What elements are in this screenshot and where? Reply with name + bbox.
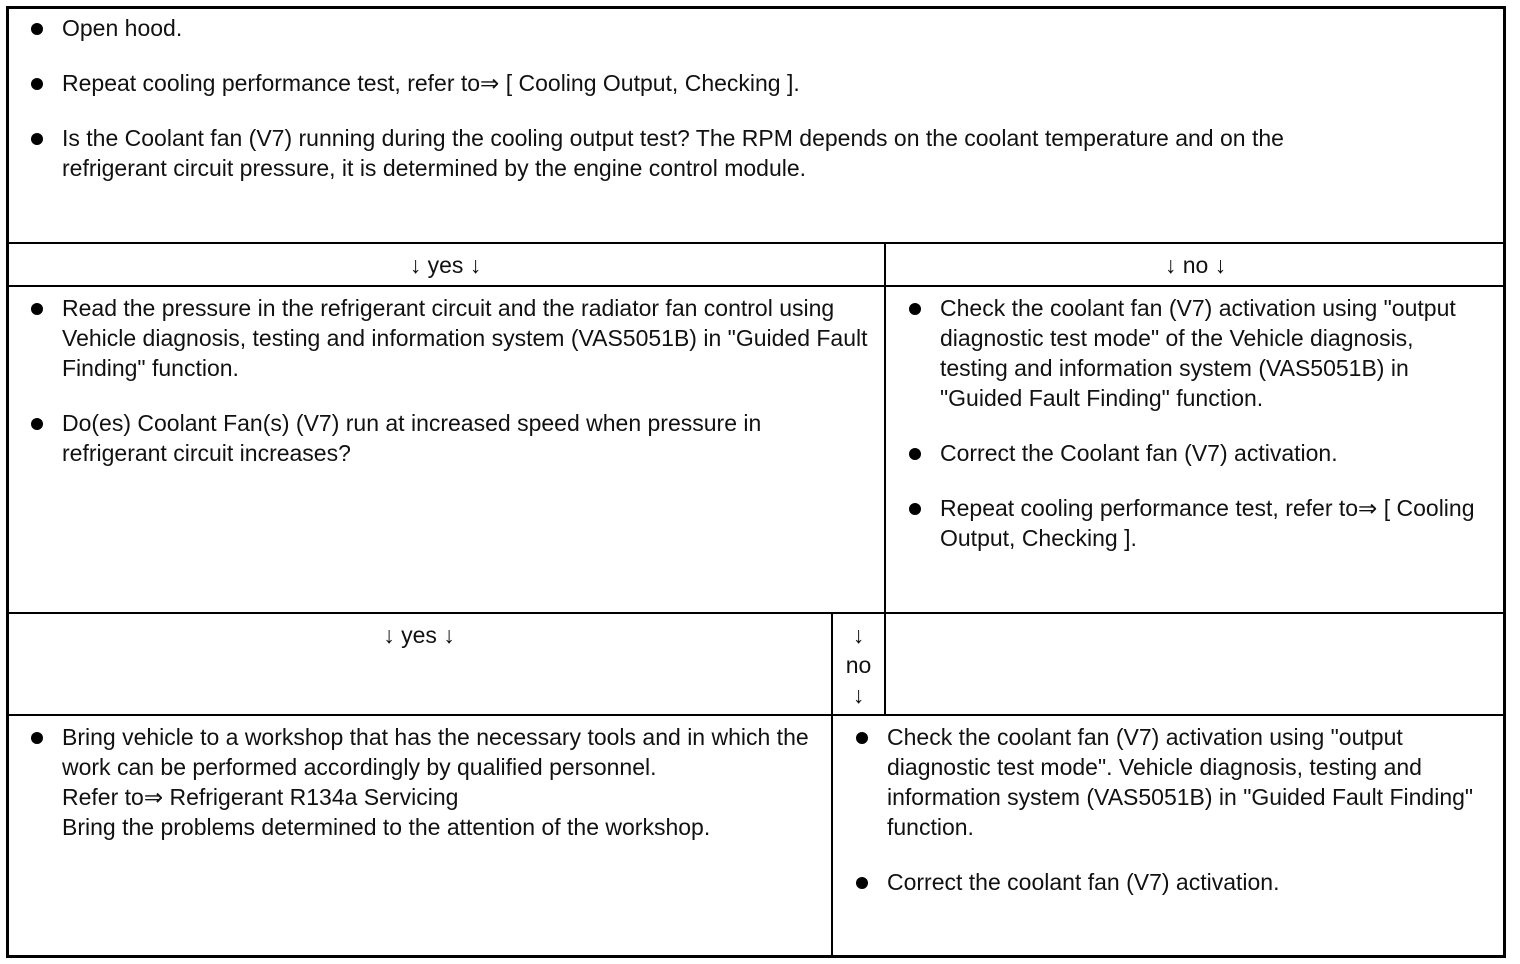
list-item: Repeat cooling performance test, refer to⇒ [ Cooling Output, Checking ]. bbox=[885, 493, 1485, 553]
divider-branch2 bbox=[7, 714, 1505, 716]
divider-branch1 bbox=[7, 285, 1505, 287]
down-arrow-icon: ↓ bbox=[852, 622, 865, 648]
bottom-yes-bullet-list bbox=[7, 722, 829, 842]
top-instructions-cell bbox=[7, 13, 1447, 208]
list-item: Read the pressure in the refrigerant circuit and the radiator fan control using Vehicle diagnosis, testing and information system (VAS5051B) in "Guided Fault Finding" function. bbox=[7, 293, 869, 383]
no-instructions-cell bbox=[885, 293, 1485, 578]
list-item: Is the Coolant fan (V7) running during the cooling output test? The RPM depends on the coolant temperature and on the refrigerant circuit pressure, it is determined by the engine control module. bbox=[7, 123, 1447, 183]
top-bullet-list bbox=[7, 13, 1447, 183]
branch2-no-label bbox=[833, 620, 884, 710]
branch2-no-text: no bbox=[845, 652, 872, 678]
no-bullet-list bbox=[885, 293, 1485, 553]
list-item: Open hood. bbox=[7, 13, 1447, 43]
list-item: Correct the Coolant fan (V7) activation. bbox=[885, 438, 1485, 468]
bottom-no-bullet-list bbox=[832, 722, 1482, 897]
divider-top bbox=[7, 242, 1505, 244]
list-item: Repeat cooling performance test, refer to⇒ [ Cooling Output, Checking ]. bbox=[7, 68, 1447, 98]
list-item: Do(es) Coolant Fan(s) (V7) run at increased speed when pressure in refrigerant circuit increases? bbox=[7, 408, 869, 468]
yes-instructions-cell bbox=[7, 293, 869, 493]
bottom-no-cell bbox=[832, 722, 1482, 922]
list-item: Check the coolant fan (V7) activation using "output diagnostic test mode" of the Vehicle diagnosis, testing and information system (VAS5051B) in "Guided Fault Finding" function. bbox=[885, 293, 1485, 413]
branch-yes-label: ↓ yes ↓ bbox=[409, 252, 482, 278]
down-arrow-icon: ↓ bbox=[852, 682, 865, 708]
branch2-yes-label: ↓ yes ↓ bbox=[383, 622, 455, 648]
bottom-yes-cell bbox=[7, 722, 829, 867]
list-item: Bring vehicle to a workshop that has the necessary tools and in which the work can be performed accordingly by qualified personnel. Refer to⇒ Refrigerant R134a Servicing Bring the problems determined to the attention of the workshop. bbox=[7, 722, 829, 842]
branch-no-label: ↓ no ↓ bbox=[1164, 252, 1227, 278]
list-item: Correct the coolant fan (V7) activation. bbox=[832, 867, 1482, 897]
divider-middle bbox=[7, 612, 1505, 614]
yes-bullet-list bbox=[7, 293, 869, 468]
list-item: Check the coolant fan (V7) activation using "output diagnostic test mode". Vehicle diagnosis, testing and information system (VAS5051B) in "Guided Fault Finding" function. bbox=[832, 722, 1482, 842]
